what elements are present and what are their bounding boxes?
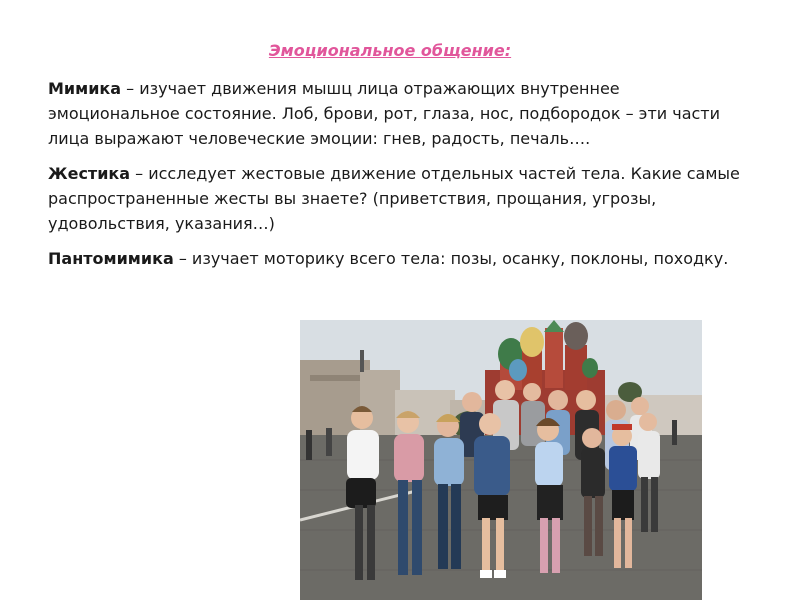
- paragraph-pantomimika: [48, 246, 748, 271]
- term-mimika: Мимика: [48, 79, 122, 98]
- group-photo-illustration: [300, 320, 702, 600]
- slide-body: [48, 76, 748, 281]
- text-zhestika: – исследует жестовые движение отдельных частей тела. Какие самые распространенные жесты вы знаете? (приветствия, прощания, угрозы, удовольствия, указания…): [48, 164, 740, 233]
- term-zhestika: Жестика: [48, 164, 131, 183]
- text-pantomimika: – изучает моторику всего тела: позы, осанку, поклоны, походку.: [173, 249, 729, 268]
- paragraph-mimika: [48, 76, 748, 151]
- group-photo: [300, 320, 702, 600]
- term-pantomimika: Пантомимика: [48, 249, 174, 268]
- slide-title: Эмоциональное общение:: [268, 41, 512, 60]
- text-mimika: – изучает движения мышц лица отражающих внутреннее эмоциональное состояние. Лоб, брови, рот, глаза, нос, подбородок – эти части лица выражают человеческие эмоции: гнев, радость, печаль….: [48, 79, 721, 148]
- paragraph-zhestika: [48, 161, 748, 236]
